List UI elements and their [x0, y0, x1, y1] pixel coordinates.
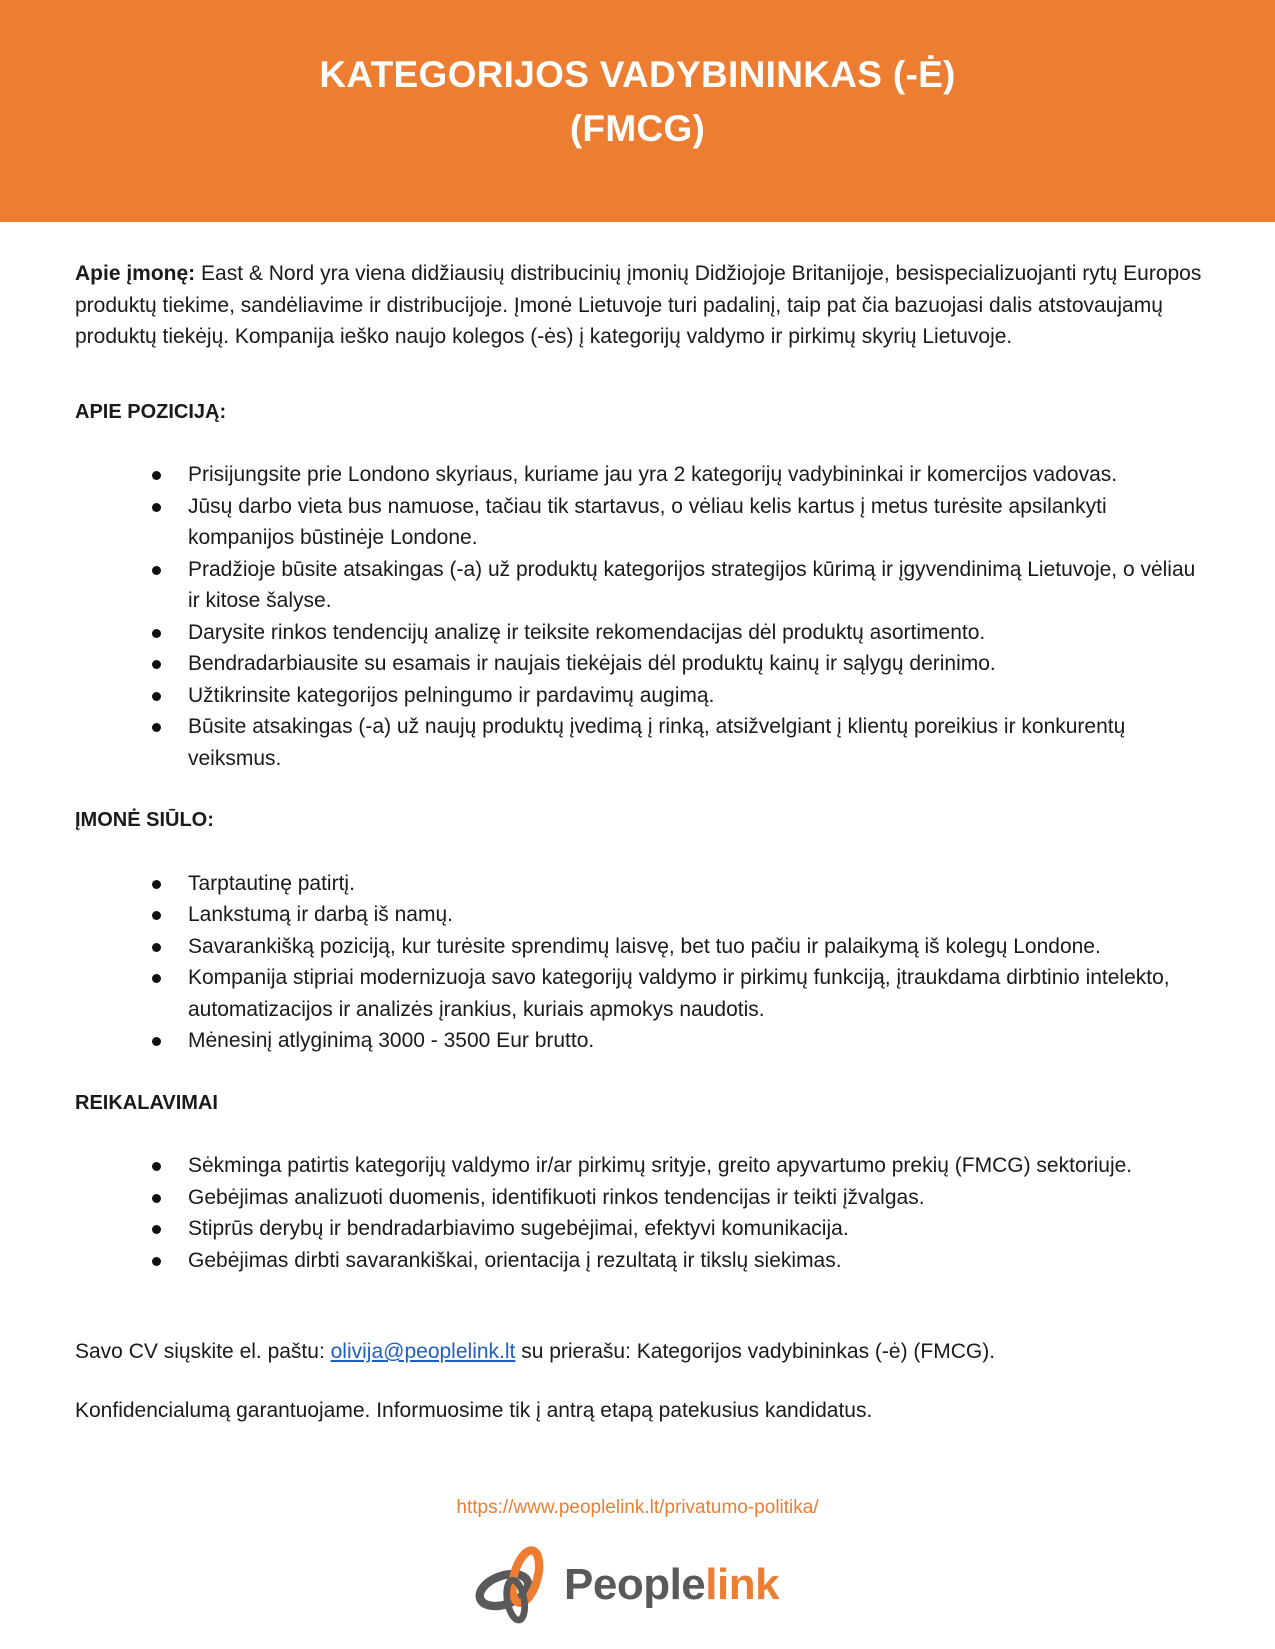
list-item: Gebėjimas analizuoti duomenis, identifikuoti rinkos tendencijas ir teikti įžvalgas. [75, 1182, 1205, 1214]
intro-paragraph [75, 258, 1205, 353]
bullet-icon [152, 629, 161, 638]
list-item: Bendradarbiausite su esamais ir naujais tiekėjais dėl produktų kainų ir sąlygų derinimo. [75, 648, 1205, 680]
bullet-icon [152, 503, 161, 512]
intro-text: East & Nord yra viena didžiausių distribucinių įmonių Didžiojoje Britanijoje, besispecializuojanti rytų Europos produktų tiekime, sandėliavime ir distribucijoje. Įmonė Lietuvoje turi padalinį, taip pat čia bazuojasi dalis atstovaujamų produktų tiekėjų. Kompanija ieško naujo kolegos (-ės) į kategorijų valdymo ir pirkimų skyrių Lietuvoje. [75, 262, 1202, 348]
section-heading-position: APIE POZICIJĄ: [75, 400, 227, 423]
list-item: Gebėjimas dirbti savarankiškai, orientacija į rezultatą ir tikslų siekimas. [75, 1245, 1205, 1277]
list-item: Mėnesinį atlyginimą 3000 - 3500 Eur brutto. [75, 1025, 1205, 1057]
list-item: Savarankišką poziciją, kur turėsite sprendimų laisvę, bet tuo pačiu ir palaikymą iš kolegų Londone. [75, 931, 1205, 963]
list-item: Būsite atsakingas (-a) už naujų produktų įvedimą į rinką, atsižvelgiant į klientų poreikius ir konkurentų veiksmus. [75, 711, 1205, 774]
page-title-line2: (FMCG) [569, 108, 706, 149]
bullet-icon [152, 1257, 161, 1266]
list-item: Lankstumą ir darbą iš namų. [75, 899, 1205, 931]
requirements-list [75, 1150, 1205, 1276]
intro-label: Apie įmonę: [75, 262, 196, 285]
list-item: Stiprūs derybų ir bendradarbiavimo sugebėjimai, efektyvi komunikacija. [75, 1213, 1205, 1245]
section-heading-requirements: REIKALAVIMAI [75, 1091, 218, 1114]
bullet-icon [152, 943, 161, 952]
list-item: Darysite rinkos tendencijų analizę ir teiksite rekomendacijas dėl produktų asortimento. [75, 617, 1205, 649]
position-list [75, 459, 1205, 774]
document-body [75, 258, 1205, 1426]
confidential-note: Konfidencialumą garantuojame. Informuosime tik į antrą etapą patekusius kandidatus. [75, 1398, 873, 1422]
bullet-icon [152, 471, 161, 480]
privacy-policy-link[interactable]: https://www.peoplelink.lt/privatumo-politika/ [456, 1497, 819, 1518]
offer-list [75, 868, 1205, 1057]
peoplelink-logo-icon [472, 1543, 556, 1627]
page-title-line1: KATEGORIJOS VADYBININKAS (-Ė) [319, 54, 956, 95]
bullet-icon [152, 660, 161, 669]
logo-wordmark: Peoplelink [564, 1560, 780, 1609]
bullet-icon [152, 692, 161, 701]
list-item: Kompanija stipriai modernizuoja savo kategorijų valdymo ir pirkimų funkciją, įtraukdama dirbtinio intelekto, automatizacijos ir analizės įrankius, kuriais apmokys naudotis. [75, 962, 1205, 1025]
bullet-icon [152, 566, 161, 575]
title-banner [0, 0, 1275, 222]
bullet-icon [152, 974, 161, 983]
bullet-icon [152, 1037, 161, 1046]
list-item: Prisijungsite prie Londono skyriaus, kuriame jau yra 2 kategorijų vadybininkai ir komercijos vadovas. [75, 459, 1205, 491]
contact-line: Savo CV siųskite el. paštu: olivija@peoplelink.lt su prierašu: Kategorijos vadybininkas (-ė) (FMCG). [75, 1340, 996, 1363]
bullet-icon [152, 1162, 161, 1171]
list-item: Sėkminga patirtis kategorijų valdymo ir/ar pirkimų srityje, greito apyvartumo prekių (FMCG) sektoriuje. [75, 1150, 1205, 1182]
bullet-icon [152, 1225, 161, 1234]
list-item: Tarptautinę patirtį. [75, 868, 1205, 900]
list-item: Jūsų darbo vieta bus namuose, tačiau tik startavus, o vėliau kelis kartus į metus turėsite apsilankyti kompanijos būstinėje Londone. [75, 491, 1205, 554]
list-item: Pradžioje būsite atsakingas (-a) už produktų kategorijos strategijos kūrimą ir įgyvendinimą Lietuvoje, o vėliau ir kitose šalyse. [75, 554, 1205, 617]
peoplelink-logo [472, 1540, 802, 1630]
bullet-icon [152, 1194, 161, 1203]
list-item: Užtikrinsite kategorijos pelningumo ir pardavimų augimą. [75, 680, 1205, 712]
bullet-icon [152, 911, 161, 920]
section-heading-offer: ĮMONĖ SIŪLO: [75, 809, 214, 831]
bullet-icon [152, 723, 161, 732]
email-link[interactable]: olivija@peoplelink.lt [330, 1340, 516, 1363]
bullet-icon [152, 880, 161, 889]
